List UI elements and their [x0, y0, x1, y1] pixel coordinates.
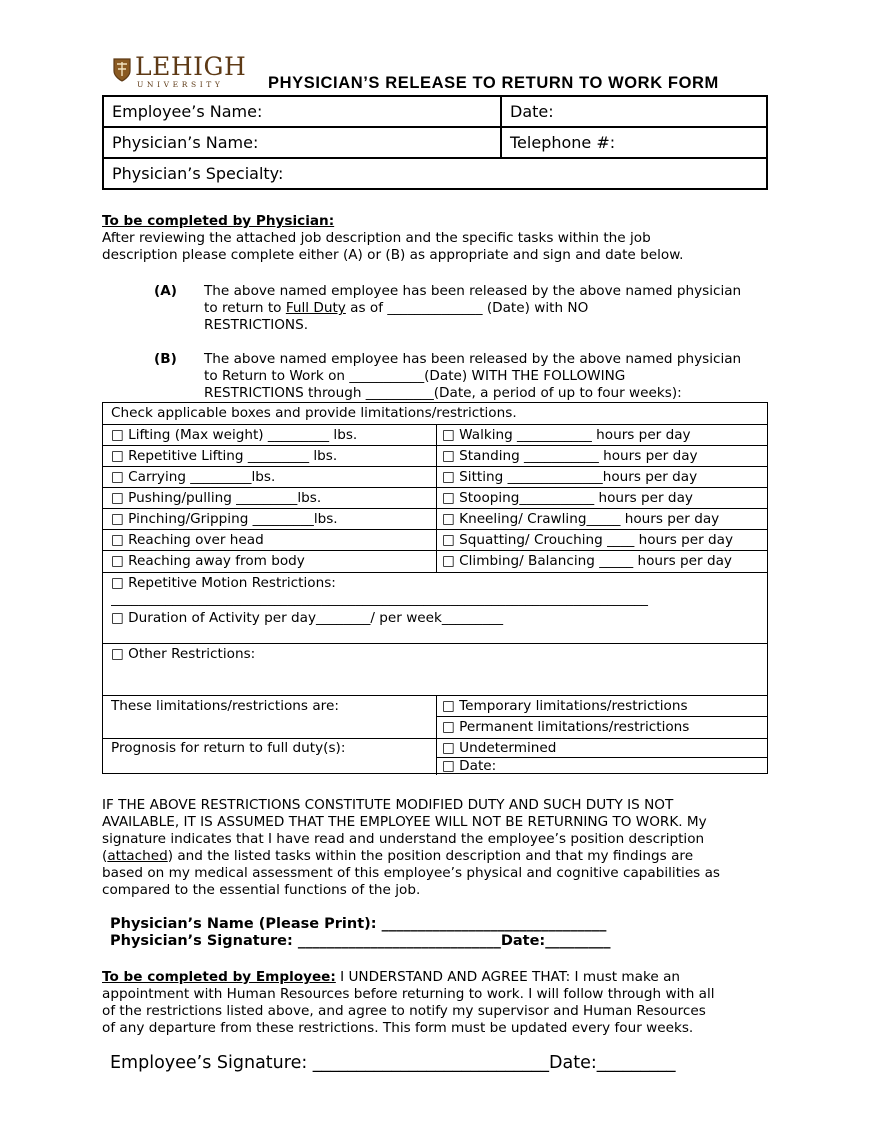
sitting-checkbox[interactable]: □ Sitting ______________hours per day — [442, 469, 698, 485]
lehigh-logo — [113, 52, 247, 90]
option-a-line-1: The above named employee has been released by the above named physician — [204, 283, 742, 299]
option-b-label: (B) — [154, 351, 177, 367]
prognosis-label: Prognosis for return to full duty(s): — [111, 740, 346, 756]
repetitive-motion-checkbox[interactable]: □ Repetitive Motion Restrictions: — [111, 575, 336, 591]
other-restrictions-checkbox[interactable]: □ Other Restrictions: — [111, 646, 256, 662]
restrictions-instruction: Check applicable boxes and provide limitations/restrictions. — [111, 405, 517, 421]
option-a-line-2: to return to Full Duty as of ______________ (Date) with NO — [204, 300, 589, 316]
physician-intro-line-1: After reviewing the attached job description and the specific tasks within the job — [102, 230, 651, 246]
option-a-label: (A) — [154, 283, 177, 299]
physician-specialty-field[interactable]: Physician’s Specialty: — [112, 164, 284, 183]
date-field[interactable]: Date: — [510, 102, 554, 121]
attached-text: attached — [107, 848, 168, 864]
squatting-crouching-checkbox[interactable]: □ Squatting/ Crouching ____ hours per day — [442, 532, 734, 548]
employee-line-1: To be completed by Employee: I UNDERSTAND AND AGREE THAT: I must make an — [102, 969, 681, 985]
physician-name-field[interactable]: Physician’s Name: — [112, 133, 259, 152]
header-info-box — [102, 95, 768, 190]
physician-intro-line-2: description please complete either (A) or (B) as appropriate and sign and date below. — [102, 247, 684, 263]
employee-section-heading: To be completed by Employee: — [102, 969, 336, 985]
option-b-line-1: The above named employee has been released by the above named physician — [204, 351, 742, 367]
statement-line-3: signature indicates that I have read and understand the employee’s position description — [102, 831, 705, 847]
climbing-balancing-checkbox[interactable]: □ Climbing/ Balancing _____ hours per day — [442, 553, 732, 569]
pinching-gripping-checkbox[interactable]: □ Pinching/Gripping _________lbs. — [111, 511, 338, 527]
duration-activity-checkbox[interactable]: □ Duration of Activity per day________/ per week_________ — [111, 610, 504, 626]
stooping-checkbox[interactable]: □ Stooping___________ hours per day — [442, 490, 693, 506]
university-shield-icon — [113, 58, 131, 82]
kneeling-crawling-checkbox[interactable]: □ Kneeling/ Crawling_____ hours per day — [442, 511, 720, 527]
lifting-checkbox[interactable]: □ Lifting (Max weight) _________ lbs. — [111, 427, 358, 443]
physician-section-heading: To be completed by Physician: — [102, 213, 335, 229]
employee-line-4: of any departure from these restrictions. This form must be updated every four weeks. — [102, 1020, 694, 1036]
statement-line-6: compared to the essential functions of the job. — [102, 882, 421, 898]
logo-wordmark: LEHIGH — [135, 52, 247, 81]
logo-subtitle: UNIVERSITY — [137, 80, 224, 89]
form-title: PHYSICIAN’S RELEASE TO RETURN TO WORK FORM — [268, 74, 719, 92]
standing-checkbox[interactable]: □ Standing ___________ hours per day — [442, 448, 698, 464]
repetitive-lifting-checkbox[interactable]: □ Repetitive Lifting _________ lbs. — [111, 448, 338, 464]
undetermined-checkbox[interactable]: □ Undetermined — [442, 740, 557, 756]
option-a-line-3: RESTRICTIONS. — [204, 317, 309, 333]
restrictions-table — [102, 402, 768, 774]
carrying-checkbox[interactable]: □ Carrying _________lbs. — [111, 469, 276, 485]
permanent-checkbox[interactable]: □ Permanent limitations/restrictions — [442, 719, 690, 735]
repetitive-motion-line[interactable]: _______________________________________________________________________________ — [111, 591, 648, 607]
physician-signature-line[interactable]: Physician’s Signature: ____________________________Date:_________ — [110, 933, 611, 949]
reaching-away-checkbox[interactable]: □ Reaching away from body — [111, 553, 305, 569]
employee-signature-line[interactable]: Employee’s Signature: ___________________________Date:_________ — [110, 1053, 676, 1073]
prognosis-date-checkbox[interactable]: □ Date: — [442, 758, 497, 774]
option-b-line-2: to Return to Work on ___________(Date) WITH THE FOLLOWING — [204, 368, 626, 384]
telephone-field[interactable]: Telephone #: — [510, 133, 616, 152]
employee-name-field[interactable]: Employee’s Name: — [112, 102, 263, 121]
temporary-checkbox[interactable]: □ Temporary limitations/restrictions — [442, 698, 688, 714]
option-b-line-3: RESTRICTIONS through __________(Date, a period of up to four weeks): — [204, 385, 682, 401]
statement-line-5: based on my medical assessment of this employee’s physical and cognitive capabilities as — [102, 865, 720, 881]
walking-checkbox[interactable]: □ Walking ___________ hours per day — [442, 427, 691, 443]
employee-line-3: of the restrictions listed above, and agree to notify my supervisor and Human Resources — [102, 1003, 706, 1019]
statement-line-2: AVAILABLE, IT IS ASSUMED THAT THE EMPLOYEE WILL NOT BE RETURNING TO WORK. My — [102, 814, 707, 830]
limitations-label: These limitations/restrictions are: — [111, 698, 339, 714]
full-duty-text: Full Duty — [285, 300, 346, 316]
reaching-overhead-checkbox[interactable]: □ Reaching over head — [111, 532, 264, 548]
physician-name-print-line[interactable]: Physician’s Name (Please Print): _______________________________ — [110, 916, 607, 932]
statement-line-4: (attached) and the listed tasks within the position description and that my findings are — [102, 848, 694, 864]
employee-line-2: appointment with Human Resources before returning to work. I will follow through with all — [102, 986, 715, 1002]
pushing-pulling-checkbox[interactable]: □ Pushing/pulling _________lbs. — [111, 490, 322, 506]
statement-line-1: IF THE ABOVE RESTRICTIONS CONSTITUTE MODIFIED DUTY AND SUCH DUTY IS NOT — [102, 797, 674, 813]
